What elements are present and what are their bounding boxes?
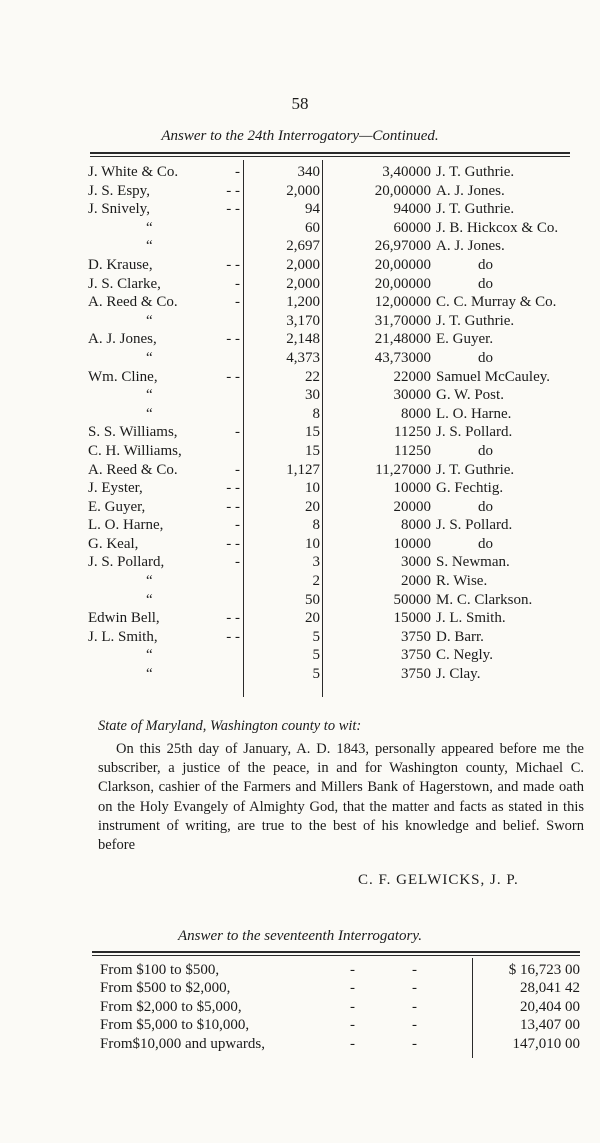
cents-cell: 00 <box>416 535 431 552</box>
affidavit-venue: State of Maryland, Washington county to wit: <box>98 718 362 734</box>
amount-cell: 26,970 <box>374 238 416 255</box>
transferred-by-cell: C. Negly. <box>436 647 493 664</box>
account-name-text: J. White & Co. <box>88 164 179 180</box>
amount-cell: 300 <box>393 387 416 404</box>
table1-heading: Answer to the 24th Interrogatory—Continued. <box>161 128 439 144</box>
transferred-by-cell: Samuel McCauley. <box>436 368 551 385</box>
leader-dashes: - - <box>226 628 240 645</box>
account-name-text: “ <box>146 238 153 255</box>
transferred-by-cell: J. T. Guthrie. <box>436 164 515 180</box>
amount-cell: 37 <box>401 647 416 664</box>
amount-cell: 500 <box>393 591 416 608</box>
affidavit-text: On this 25th day of January, A. D. 1843, personally appeared before me the subscriber, a justice of the peace, in and for Washington county, Michael C. Clarkson, cashier of the Farmers and Millers Bank of Hagerstown, and made oath on the Holy Evangely of Almighty God, that the matter and facts as stated in this instrument of writing, are true to the best of his knowledge and belief. Sworn before <box>98 741 584 854</box>
leader-dash: - <box>350 980 355 997</box>
leader-dashes: - - <box>226 535 240 552</box>
range-label: From $5,000 to $10,000, <box>100 1017 250 1034</box>
account-name <box>88 516 240 535</box>
leader-dash: - <box>412 998 417 1015</box>
leader-dash: - <box>350 1017 355 1034</box>
shares-cell: 2,000 <box>286 182 320 199</box>
transferred-by-cell: J. T. Guthrie. <box>436 461 515 478</box>
shares-cell: 10 <box>305 535 320 552</box>
shares-cell: 3 <box>312 554 320 571</box>
leader-dash: - <box>412 1017 417 1034</box>
leader-dashes: - <box>235 275 240 292</box>
leader-dashes: - - <box>226 498 240 515</box>
shares-cell: 5 <box>312 647 320 664</box>
cents-cell: 00 <box>416 368 431 385</box>
transferred-by-cell: J. S. Pollard. <box>436 517 513 534</box>
amount-cell: 43,730 <box>374 349 416 366</box>
account-name-text: J. L. Smith, <box>88 628 158 645</box>
account-name <box>88 461 240 480</box>
account-name <box>88 498 240 517</box>
range-label: From $2,000 to $5,000, <box>100 998 242 1015</box>
account-name-text: “ <box>146 349 153 366</box>
table1-top-rule <box>90 152 570 154</box>
cents-cell: 00 <box>416 312 431 329</box>
amount-cell: 20,000 <box>374 182 416 199</box>
shares-cell: 3,170 <box>286 312 320 329</box>
justice-signature: C. F. GELWICKS, J. P. <box>358 872 519 888</box>
transferred-by-cell: do <box>478 275 493 292</box>
account-name-text: “ <box>146 647 153 664</box>
range-amount: 13,407 00 <box>520 1017 580 1034</box>
transferred-by-cell: J. S. Pollard. <box>436 424 513 441</box>
table2-top-rule <box>92 951 580 953</box>
amount-cell: 100 <box>393 480 416 497</box>
cents-cell: 50 <box>416 442 431 459</box>
account-name-text: D. Krause, <box>88 256 153 273</box>
account-name <box>88 479 240 498</box>
shares-cell: 30 <box>305 387 320 404</box>
transferred-by-cell: J. Clay. <box>436 666 481 683</box>
leader-dashes: - <box>235 461 240 478</box>
shares-cell: 1,127 <box>286 461 320 478</box>
leader-dashes: - - <box>226 331 240 348</box>
account-name <box>88 423 240 442</box>
shares-cell: 4,373 <box>286 349 320 366</box>
leader-dashes: - <box>235 164 240 180</box>
cents-cell: 00 <box>416 554 431 571</box>
shares-cell: 15 <box>305 442 320 459</box>
account-name-text: Wm. Cline, <box>88 368 158 385</box>
leader-dash: - <box>350 1035 355 1052</box>
shares-cell: 2,697 <box>286 238 320 255</box>
leader-dash: - <box>412 1035 417 1052</box>
leader-dashes: - <box>235 424 240 441</box>
cents-cell: 00 <box>416 164 431 180</box>
amount-cell: 37 <box>401 628 416 645</box>
account-name <box>88 330 240 349</box>
cents-cell: 00 <box>416 387 431 404</box>
cents-cell: 00 <box>416 201 431 218</box>
page-number: 58 <box>291 94 309 113</box>
amount-cell: 20 <box>401 573 416 590</box>
shares-cell: 15 <box>305 424 320 441</box>
range-label: From $100 to $500, <box>100 962 220 978</box>
shares-cell: 22 <box>305 368 320 385</box>
transferred-by-cell: do <box>478 442 493 459</box>
transferred-by-cell: J. B. Hickcox & Co. <box>436 219 559 236</box>
account-name-text: “ <box>146 387 153 404</box>
transferred-by-cell: J. T. Guthrie. <box>436 312 515 329</box>
cents-cell: 00 <box>416 275 431 292</box>
account-name <box>88 275 240 294</box>
leader-dashes: - - <box>226 182 240 199</box>
shares-cell: 8 <box>312 405 320 422</box>
leader-dashes: - <box>235 554 240 571</box>
cents-cell: 00 <box>416 480 431 497</box>
table2-column-divider <box>472 958 473 1058</box>
transferred-by-cell: D. Barr. <box>436 628 484 645</box>
leader-dashes: - - <box>226 610 240 627</box>
leader-dashes: - - <box>226 256 240 273</box>
shares-cell: 60 <box>305 219 320 236</box>
table1-top-rule-thin <box>90 156 570 157</box>
transferred-by-cell: C. C. Murray & Co. <box>436 294 557 311</box>
account-name-text: “ <box>146 591 153 608</box>
account-name-text: E. Guyer, <box>88 498 146 515</box>
shares-cell: 20 <box>305 498 320 515</box>
cents-cell: 50 <box>416 666 431 683</box>
transferred-by-cell: A. J. Jones. <box>436 182 505 199</box>
cents-cell: 00 <box>416 610 431 627</box>
shares-cell: 2,000 <box>286 275 320 292</box>
account-name-text: A. Reed & Co. <box>88 461 178 478</box>
affidavit-body <box>98 740 584 855</box>
account-name <box>88 293 240 312</box>
account-name <box>88 609 240 628</box>
shares-cell: 5 <box>312 628 320 645</box>
transferred-by-cell: S. Newman. <box>436 554 510 571</box>
leader-dash: - <box>350 998 355 1015</box>
account-name <box>88 163 240 182</box>
amount-cell: 11,270 <box>375 461 416 478</box>
table2-heading: Answer to the seventeenth Interrogatory. <box>178 928 422 944</box>
shares-cell: 1,200 <box>286 294 320 311</box>
shares-cell: 94 <box>305 201 320 218</box>
transferred-by-cell: do <box>478 256 493 273</box>
transferred-by-cell: do <box>478 349 493 366</box>
account-name-text: L. O. Harne, <box>88 517 164 534</box>
transferred-by-cell: J. T. Guthrie. <box>436 201 515 218</box>
account-name <box>88 628 240 647</box>
shares-cell: 2 <box>312 573 320 590</box>
leader-dash: - <box>412 980 417 997</box>
amount-cell: 940 <box>393 201 416 218</box>
account-name-text: “ <box>146 405 153 422</box>
cents-cell: 50 <box>416 647 431 664</box>
account-name <box>88 368 240 387</box>
account-name-text: “ <box>146 666 153 683</box>
transferred-by-cell: G. W. Post. <box>436 387 504 404</box>
cents-cell: 00 <box>416 591 431 608</box>
amount-cell: 112 <box>394 442 416 459</box>
transferred-by-cell: do <box>478 498 493 515</box>
cents-cell: 00 <box>416 331 431 348</box>
cents-cell: 50 <box>416 628 431 645</box>
account-name <box>88 256 240 275</box>
amount-cell: 80 <box>401 405 416 422</box>
account-name-text: “ <box>146 312 153 329</box>
cents-cell: 00 <box>416 349 431 366</box>
cents-cell: 00 <box>416 573 431 590</box>
leader-dashes: - <box>235 517 240 534</box>
transferred-by-cell: do <box>478 535 493 552</box>
range-amount: $ 16,723 00 <box>508 962 580 978</box>
range-amount: 28,041 42 <box>520 980 580 997</box>
account-name-text: J. S. Espy, <box>88 182 150 199</box>
shares-cell: 10 <box>305 480 320 497</box>
shares-cell: 2,000 <box>286 256 320 273</box>
amount-cell: 30 <box>401 554 416 571</box>
cents-cell: 00 <box>416 405 431 422</box>
amount-cell: 20,000 <box>374 275 416 292</box>
cents-cell: 00 <box>416 517 431 534</box>
range-label: From$10,000 and upwards, <box>100 1035 265 1052</box>
account-name-text: A. J. Jones, <box>88 331 157 348</box>
account-name-text: J. S. Pollard, <box>88 554 165 571</box>
amount-cell: 100 <box>393 535 416 552</box>
cents-cell: 00 <box>416 461 431 478</box>
cents-cell: 00 <box>416 256 431 273</box>
amount-cell: 31,700 <box>374 312 416 329</box>
transferred-by-cell: E. Guyer. <box>436 331 494 348</box>
amount-cell: 80 <box>401 517 416 534</box>
account-name-text: J. Eyster, <box>88 480 143 497</box>
transferred-by-cell: M. C. Clarkson. <box>436 591 533 608</box>
amount-cell: 200 <box>393 498 416 515</box>
shares-cell: 5 <box>312 666 320 683</box>
range-amount: 20,404 00 <box>520 998 580 1015</box>
cents-cell: 00 <box>416 238 431 255</box>
account-name <box>88 200 240 219</box>
shares-cell: 8 <box>312 517 320 534</box>
leader-dash: - <box>412 962 417 978</box>
leader-dashes: - - <box>226 480 240 497</box>
transferred-by-cell: R. Wise. <box>436 573 488 590</box>
shares-cell: 2,148 <box>286 331 320 348</box>
account-name <box>88 182 240 201</box>
cents-cell: 50 <box>416 424 431 441</box>
table2-top-rule-thin <box>92 955 580 956</box>
amount-cell: 20,000 <box>374 256 416 273</box>
shares-cell: 20 <box>305 610 320 627</box>
transferred-by-cell: G. Fechtig. <box>436 480 504 497</box>
account-name-text: S. S. Williams, <box>88 424 178 441</box>
cents-cell: 00 <box>416 182 431 199</box>
account-name-text: G. Keal, <box>88 535 139 552</box>
amount-cell: 600 <box>393 219 416 236</box>
account-name-text: C. H. Williams, <box>88 442 182 459</box>
amount-cell: 3,400 <box>382 164 416 180</box>
account-name-text: J. Snively, <box>88 201 150 218</box>
cents-cell: 00 <box>416 294 431 311</box>
amount-cell: 21,480 <box>374 331 416 348</box>
cents-cell: 00 <box>416 219 431 236</box>
amount-cell: 112 <box>394 424 416 441</box>
transferred-by-cell: A. J. Jones. <box>436 238 505 255</box>
amount-cell: 220 <box>393 368 416 385</box>
amount-cell: 150 <box>393 610 416 627</box>
account-name-text: “ <box>146 219 153 236</box>
amount-cell: 37 <box>401 666 416 683</box>
account-name-text: “ <box>146 573 153 590</box>
account-name <box>88 535 240 554</box>
leader-dashes: - - <box>226 201 240 218</box>
cents-cell: 00 <box>416 498 431 515</box>
account-name <box>88 553 240 572</box>
leader-dashes: - - <box>226 368 240 385</box>
account-name-text: A. Reed & Co. <box>88 294 178 311</box>
leader-dash: - <box>350 962 355 978</box>
account-name-text: Edwin Bell, <box>88 610 160 627</box>
transferred-by-cell: J. L. Smith. <box>436 610 506 627</box>
range-label: From $500 to $2,000, <box>100 980 231 997</box>
shares-cell: 340 <box>297 164 320 180</box>
account-name-text: J. S. Clarke, <box>88 275 161 292</box>
range-amount: 147,010 00 <box>512 1035 580 1052</box>
shares-cell: 50 <box>305 591 320 608</box>
amount-cell: 12,000 <box>374 294 416 311</box>
transferred-by-cell: L. O. Harne. <box>436 405 512 422</box>
account-name <box>88 442 240 461</box>
leader-dashes: - <box>235 294 240 311</box>
